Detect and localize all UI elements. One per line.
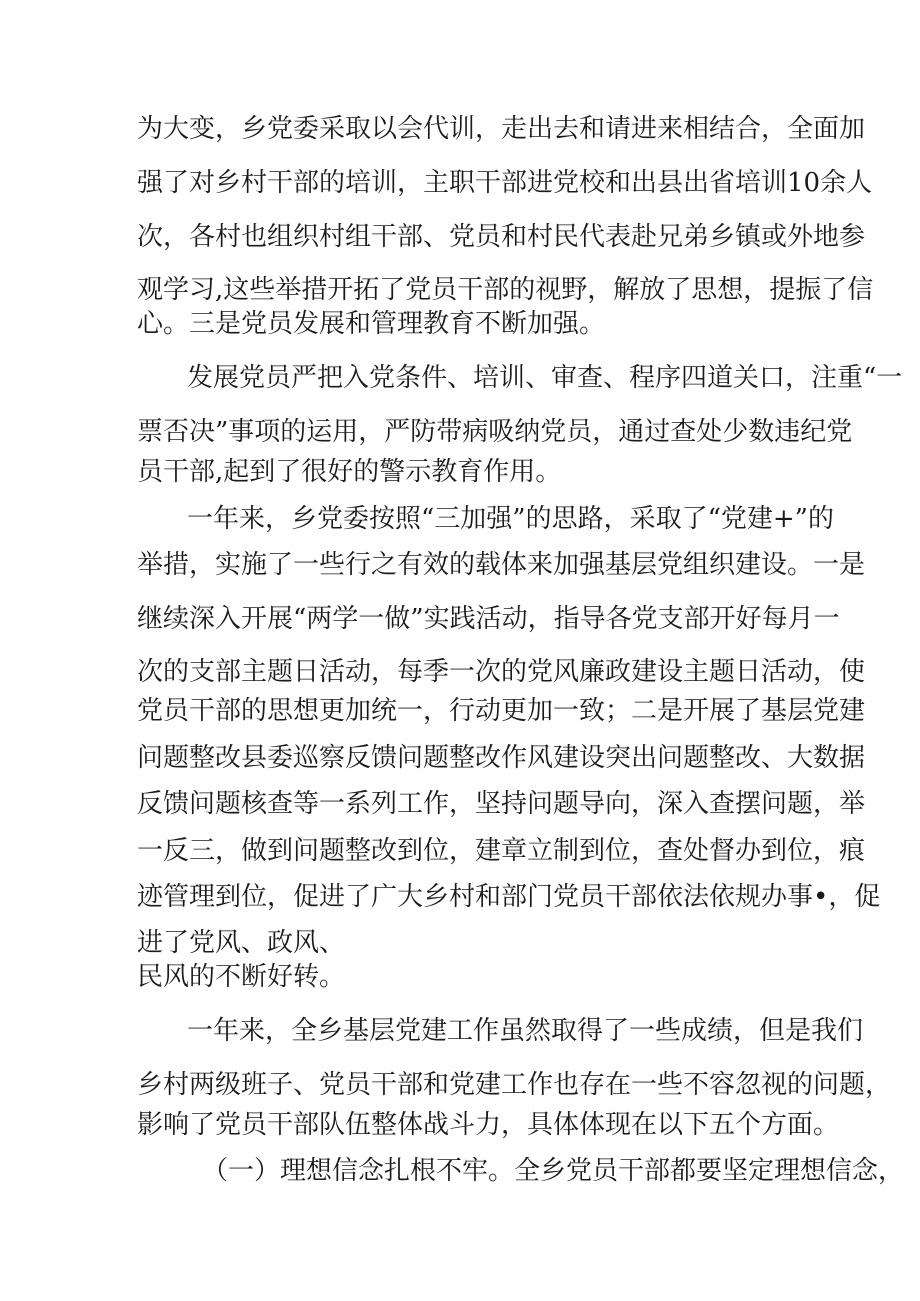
paragraph-line: 民风的不断好转。 <box>137 962 346 992</box>
paragraph-line: 为大变，乡党委采取以会代训，走出去和请进来相结合，全面加 <box>137 114 866 144</box>
paragraph-line: 心。三是党员发展和管理教育不断加强。 <box>137 309 606 339</box>
paragraph-line: 发展党员严把入党条件、培训、审查、程序四道关口，注重“一 <box>187 363 903 393</box>
paragraph-line: 次，各村也组织村组干部、党员和村民代表赴兄弟乡镇或外地参 <box>137 222 866 252</box>
paragraph-line: 举措，实施了一些行之有效的载体来加强基层党组织建设。一是 <box>137 550 866 580</box>
paragraph-line: 影响了党员干部队伍整体战斗力，具体体现在以下五个方面。 <box>137 1110 840 1140</box>
paragraph-line: 观学习,这些举措开拓了党员干部的视野，解放了思想，提振了信 <box>137 275 874 305</box>
paragraph-line: 员干部,起到了很好的警示教育作用。 <box>137 457 562 487</box>
paragraph-line: 强了对乡村干部的培训，主职干部进党校和出县出省培训10余人 <box>137 168 873 198</box>
paragraph-line: 反馈问题核查等一系列工作，坚持问题导向，深入查摆问题，举 <box>137 789 866 819</box>
paragraph-line: 一年来，全乡基层党建工作虽然取得了一些成绩，但是我们 <box>187 1016 864 1046</box>
paragraph-line: 一年来，乡党委按照“三加强”的思路，采取了“党建+”的 <box>187 504 834 534</box>
paragraph-line: 票否决”事项的运用，严防带病吸纳党员，通过查处少数违纪党 <box>137 417 853 447</box>
paragraph-line: 进了党风、政风、 <box>137 928 346 958</box>
paragraph-line: 一反三，做到问题整改到位，建章立制到位，查处督办到位，痕 <box>137 836 866 866</box>
paragraph-line: （一）理想信念扎根不牢。全乡党员干部都要坚定理想信念， <box>202 1156 905 1186</box>
paragraph-line: 继续深入开展“两学一做”实践活动，指导各党支部开好每月一 <box>137 604 840 634</box>
paragraph-line: 次的支部主题日活动，每季一次的党风廉政建设主题日活动，使 <box>137 657 866 687</box>
paragraph-line: 问题整改县委巡察反馈问题整改作风建设突出问题整改、大数据 <box>137 743 866 773</box>
paragraph-line: 乡村两级班子、党员干部和党建工作也存在一些不容忽视的问题， <box>137 1070 892 1100</box>
paragraph-line: 迹管理到位，促进了广大乡村和部门党员干部依法依规办事•，促 <box>137 882 881 912</box>
paragraph-line: 党员干部的思想更加统一，行动更加一致；二是开展了基层党建 <box>137 696 866 726</box>
